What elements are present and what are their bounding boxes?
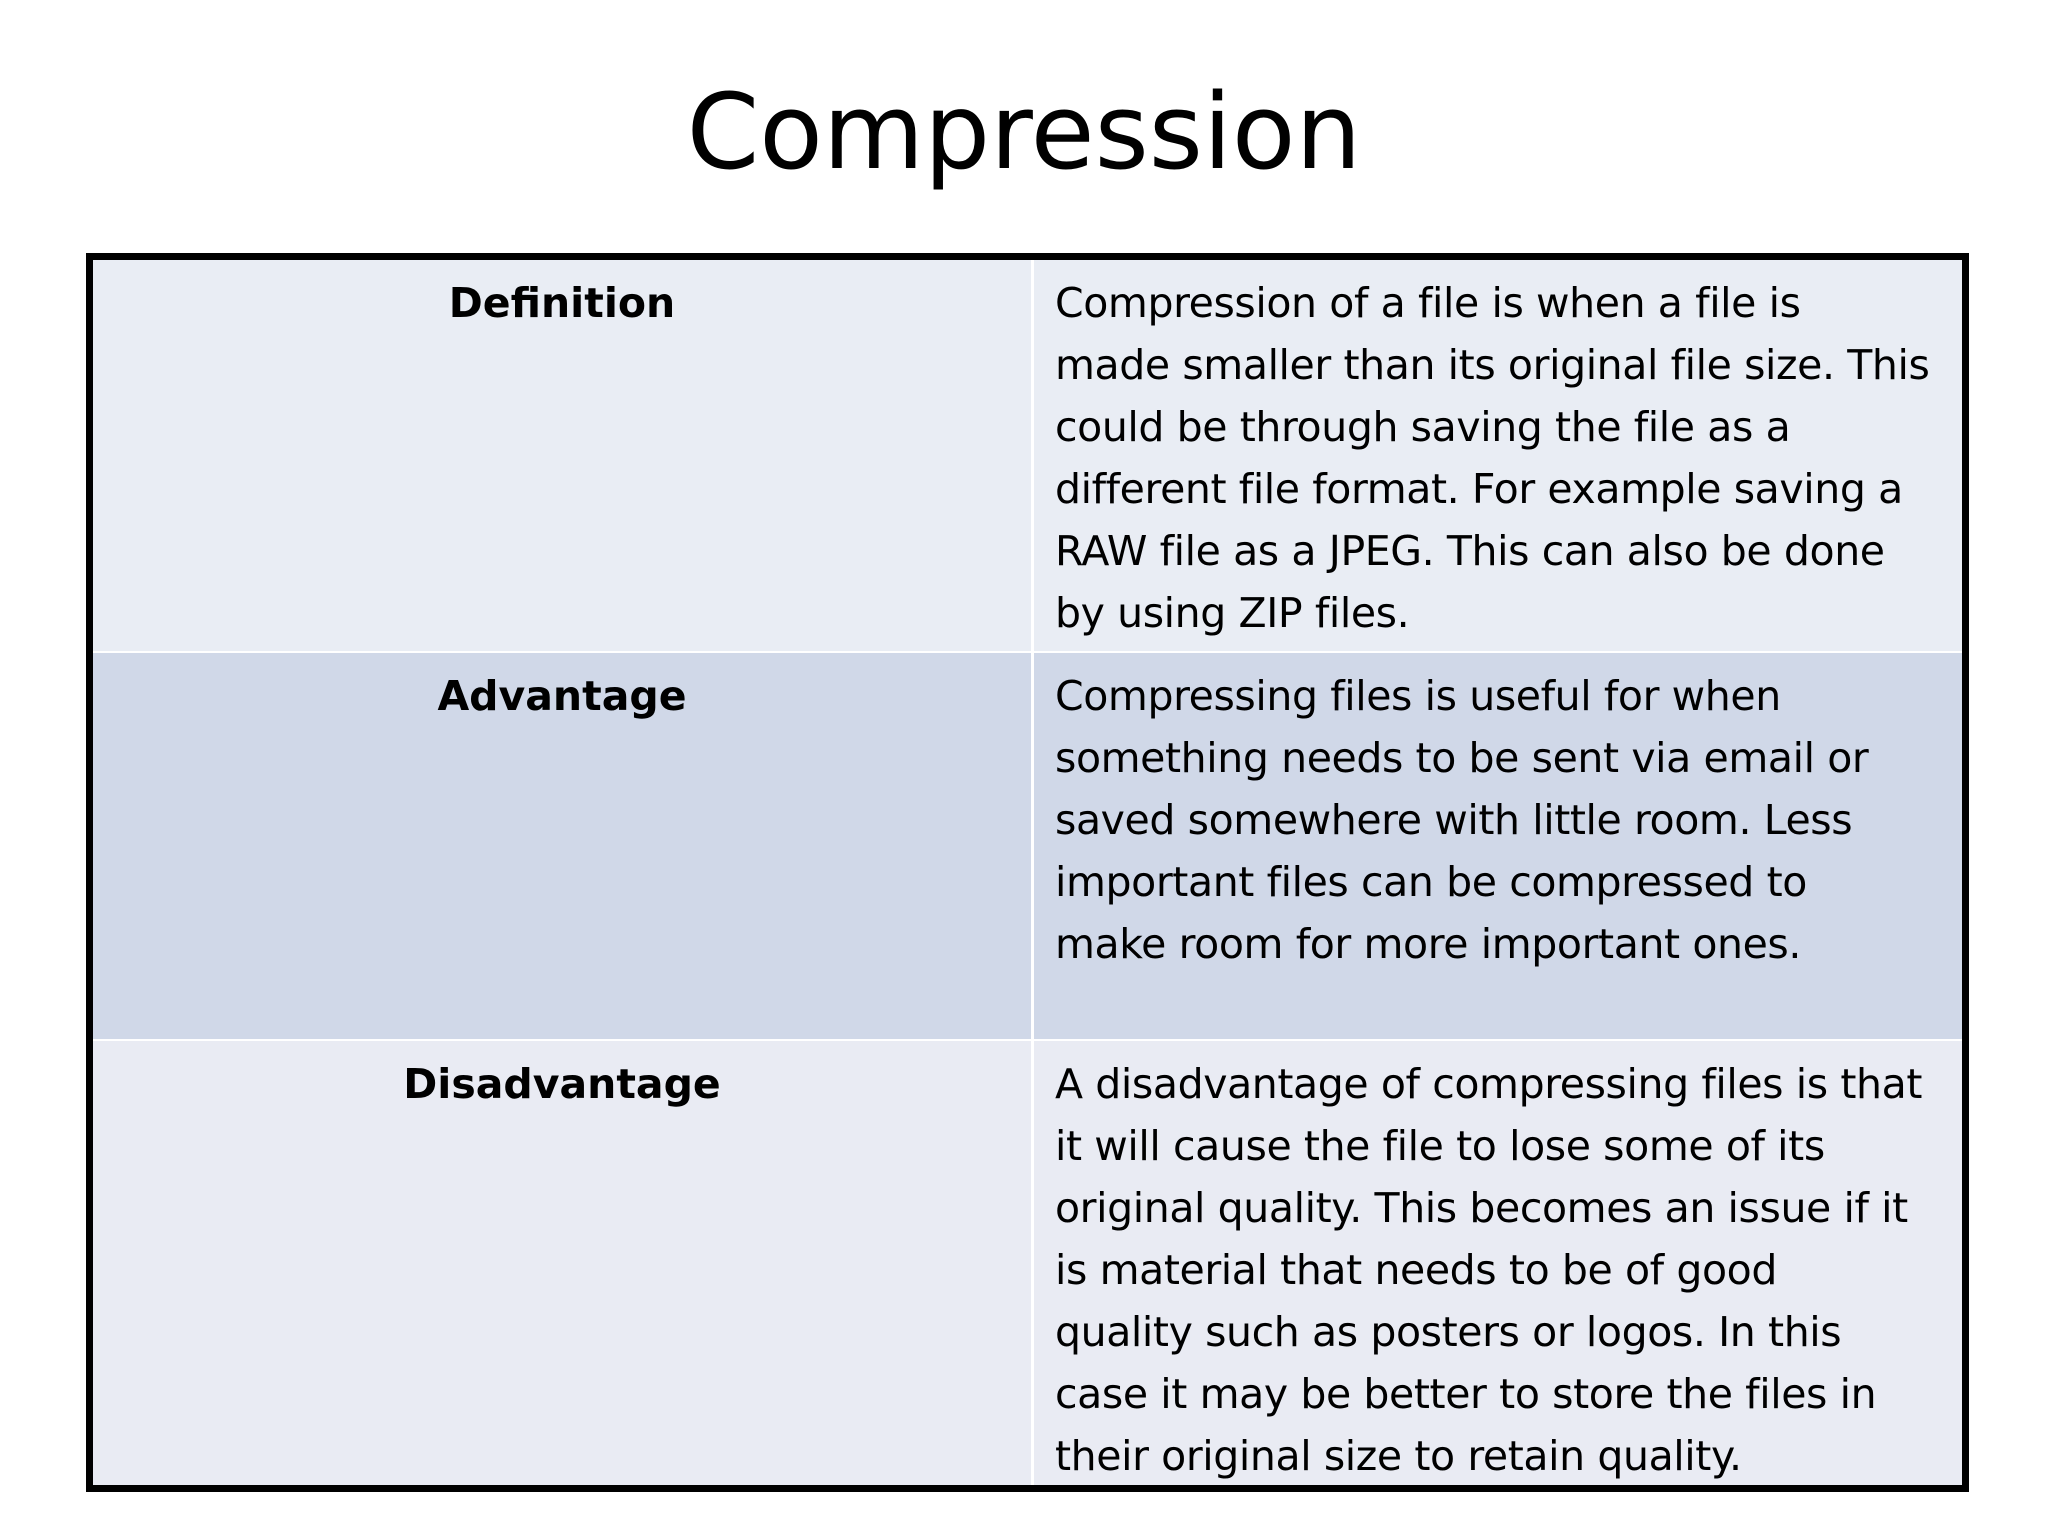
table-row-definition	[93, 260, 1962, 651]
row-label-definition: Definition	[93, 260, 1031, 651]
table-row-disadvantage	[93, 1041, 1962, 1492]
table-row-advantage	[93, 653, 1962, 1039]
row-text-definition: Compression of a file is when a file is made smaller than its original file size. This could be through saving the file as a different file format. For example saving a RAW file as a JPEG. This can also be done by using ZIP files.	[1034, 260, 1962, 651]
slide-title: Compression	[686, 71, 1362, 193]
row-text-disadvantage: A disadvantage of compressing files is that it will cause the file to lose some of its original quality. This becomes an issue if it is material that needs to be of good quality such as posters or logos. In this case it may be better to store the files in their original size to retain quality.	[1034, 1041, 1962, 1492]
row-label-advantage: Advantage	[93, 653, 1031, 1039]
row-label-disadvantage: Disadvantage	[93, 1041, 1031, 1492]
row-text-advantage: Compressing files is useful for when something needs to be sent via email or saved somewhere with little room. Less important files can be compressed to make room for more important ones.	[1034, 653, 1962, 1039]
comparison-table	[86, 253, 1969, 1492]
